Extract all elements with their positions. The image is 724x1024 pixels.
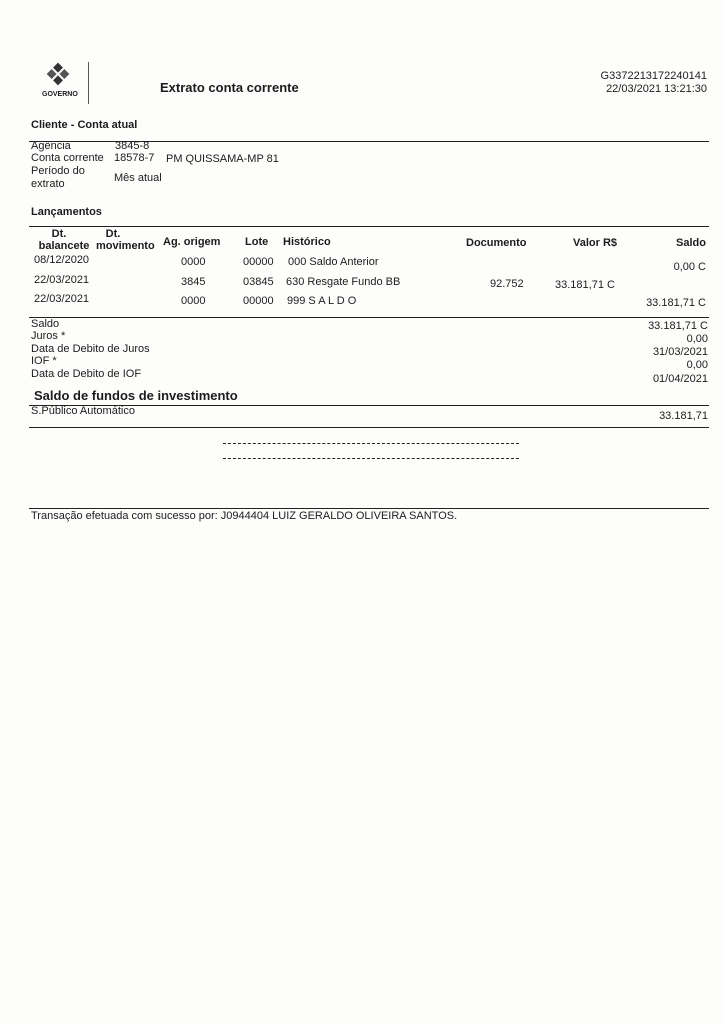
row-historico: 999 S A L D O — [287, 295, 357, 307]
conta-label: Conta corrente — [31, 152, 104, 164]
dashed-separator — [223, 443, 519, 444]
divider — [29, 508, 709, 509]
periodo-label-2: extrato — [31, 178, 65, 190]
divider — [29, 317, 709, 318]
header-dt-movimento: Dt. — [105, 228, 121, 240]
row-lote: 00000 — [243, 295, 274, 307]
header-dt-balancete: Dt. — [51, 228, 67, 240]
document-code: G3372213172240141 — [600, 70, 707, 82]
data-juros-value: 31/03/2021 — [652, 346, 708, 358]
header-lote: Lote — [245, 236, 269, 248]
juros-label: Juros * — [31, 330, 66, 342]
row-historico: 630 Resgate Fundo BB — [286, 276, 401, 288]
juros-value: 0,00 — [686, 333, 708, 345]
iof-label: IOF * — [31, 355, 57, 367]
bank-logo — [28, 61, 88, 103]
fundos-item-value: 33.181,71 — [659, 410, 708, 422]
row-valor: 33.181,71 C — [555, 279, 615, 291]
row-dt-balancete: 08/12/2020 — [34, 254, 90, 266]
fundos-title: Saldo de fundos de investimento — [34, 388, 238, 403]
row-dt-balancete: 22/03/2021 — [34, 293, 90, 305]
header-dt-movimento-2: movimento — [96, 240, 155, 252]
dashed-separator — [223, 458, 519, 459]
document-datetime: 22/03/2021 13:21:30 — [606, 83, 707, 95]
row-saldo: 33.181,71 C — [646, 297, 706, 309]
logo-divider — [88, 62, 89, 104]
row-documento: 92.752 — [490, 278, 524, 290]
document-title: Extrato conta corrente — [160, 80, 299, 95]
divider — [29, 226, 709, 227]
header-dt-balancete-2: balancete — [38, 240, 90, 252]
header-saldo: Saldo — [676, 237, 706, 249]
row-ag-origem: 3845 — [181, 276, 206, 288]
fundos-item-label: S.Público Automático — [31, 405, 135, 417]
row-ag-origem: 0000 — [181, 256, 206, 268]
header-valor: Valor R$ — [573, 237, 618, 249]
client-section-title: Cliente - Conta atual — [31, 119, 138, 131]
row-lote: 00000 — [243, 256, 274, 268]
row-ag-origem: 0000 — [181, 295, 206, 307]
row-historico: 000 Saldo Anterior — [288, 256, 379, 268]
header-documento: Documento — [466, 237, 527, 249]
data-juros-label: Data de Debito de Juros — [31, 343, 150, 355]
row-saldo: 0,00 C — [673, 261, 706, 273]
divider — [29, 427, 709, 428]
lancamentos-title: Lançamentos — [31, 206, 102, 218]
data-iof-value: 01/04/2021 — [652, 373, 708, 385]
header-ag-origem: Ag. origem — [163, 236, 221, 248]
saldo-value: 33.181,71 C — [648, 320, 708, 332]
header-historico: Histórico — [283, 236, 331, 248]
conta-name: PM QUISSAMA-MP 81 — [166, 153, 279, 165]
row-lote: 03845 — [243, 276, 274, 288]
periodo-label: Período do — [31, 165, 85, 177]
data-iof-label: Data de Debito de IOF — [31, 368, 142, 380]
agencia-value: 3845-8 — [115, 140, 150, 152]
agencia-label: Agência — [31, 140, 71, 152]
row-dt-balancete: 22/03/2021 — [34, 274, 90, 286]
logo-text: GOVERNO — [42, 91, 78, 98]
iof-value: 0,00 — [686, 359, 708, 371]
conta-value: 18578-7 — [114, 152, 155, 164]
footer-text: Transação efetuada com sucesso por: J0944404 LUIZ GERALDO OLIVEIRA SANTOS. — [31, 510, 458, 522]
saldo-label: Saldo — [31, 318, 60, 330]
periodo-value: Mês atual — [114, 172, 162, 184]
